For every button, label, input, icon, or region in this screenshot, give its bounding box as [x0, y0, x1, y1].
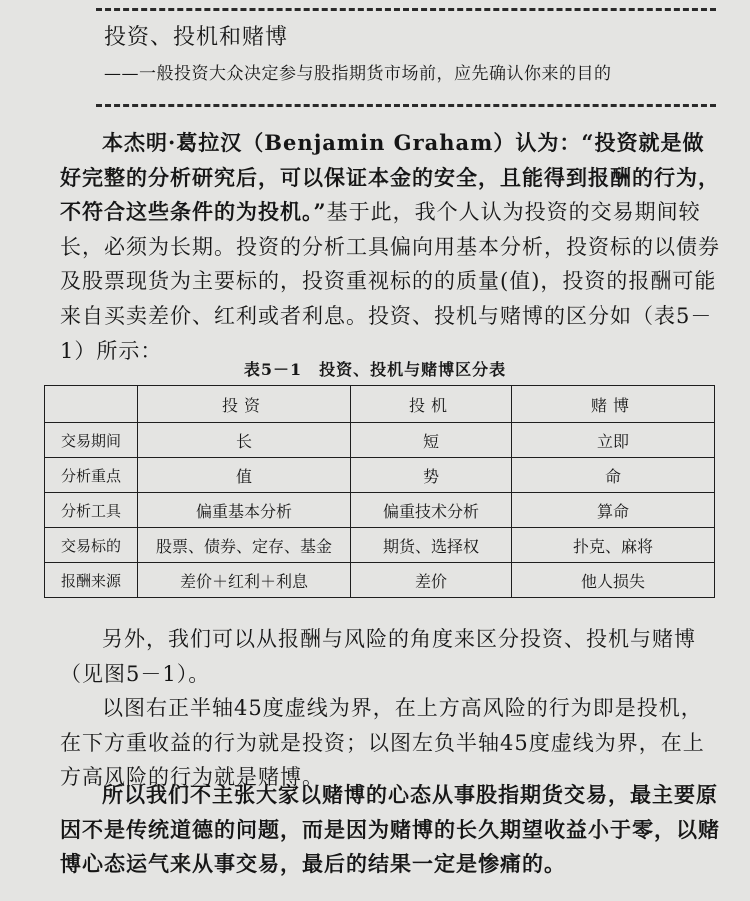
table-cell: 期货、选择权 — [351, 528, 512, 563]
table-header-investment: 投资 — [138, 386, 351, 423]
paragraph-conclusion: 所以我们不主张大家以赌博的心态从事股指期货交易，最主要原因不是传统道德的问题，而是因为赌博的长久期望收益小于零，以赌博心态运气来从事交易，最后的结果一定是惨痛的。 — [60, 782, 720, 877]
table-header-corner — [45, 386, 138, 423]
table-header-speculation: 投机 — [351, 386, 512, 423]
table-cell: 扑克、麻将 — [512, 528, 715, 563]
table-header-gambling: 赌博 — [512, 386, 715, 423]
paragraph-graham-definition — [60, 126, 720, 368]
table-cell: 差价 — [351, 563, 512, 598]
investment-description: 基于此，我个人认为投资的交易期间较长，必须为长期。投资的分析工具偏向用基本分析，投资标的以债券及股票现货为主要标的，投资重视标的的质量(值)，投资的报酬可能来自买卖差价、红利或者利息。投资、投机与赌博的区分如（表5－1）所示： — [60, 200, 720, 363]
table-cell: 算命 — [512, 493, 715, 528]
table-header-row — [45, 386, 715, 423]
table-row — [45, 423, 715, 458]
row-label: 交易标的 — [45, 528, 138, 563]
row-label: 报酬来源 — [45, 563, 138, 598]
section-bottom-dashed-rule — [96, 104, 716, 107]
paragraph-axis-explanation: 以图右正半轴45度虚线为界，在上方高风险的行为即是投机，在下方重收益的行为就是投资；以图左负半轴45度虚线为界，在上方高风险的行为就是赌博。 — [60, 696, 705, 790]
table-cell: 短 — [351, 423, 512, 458]
paragraph-risk-reward: 另外，我们可以从报酬与风险的角度来区分投资、投机与赌博（见图5－1）。 — [60, 627, 696, 686]
table-cell: 值 — [138, 458, 351, 493]
section-top-dashed-rule — [96, 8, 716, 11]
table-row — [45, 493, 715, 528]
table-cell: 命 — [512, 458, 715, 493]
table-row — [45, 528, 715, 563]
table-cell: 长 — [138, 423, 351, 458]
table-cell: 差价＋红利＋利息 — [138, 563, 351, 598]
table-row — [45, 563, 715, 598]
row-label: 交易期间 — [45, 423, 138, 458]
table-cell: 立即 — [512, 423, 715, 458]
table-cell: 他人损失 — [512, 563, 715, 598]
table-caption: 表5－1 投资、投机与赌博区分表 — [243, 360, 507, 379]
table-cell: 偏重基本分析 — [138, 493, 351, 528]
table-cell: 势 — [351, 458, 512, 493]
graham-quote-bold: 本杰明·葛拉汉（Benjamin Graham）认为：“投资就是做好完整的分析研究后，可以保证本金的安全，且能得到报酬的行为，不符合这些条件的为投机。” — [60, 130, 720, 225]
section-epigraph: ——一般投资大众决定参与股指期货市场前，应先确认你来的目的 — [104, 64, 612, 84]
table-cell: 偏重技术分析 — [351, 493, 512, 528]
section-title: 投资、投机和赌博 — [104, 25, 289, 50]
table-row — [45, 458, 715, 493]
comparison-table — [44, 385, 715, 598]
table-cell: 股票、债券、定存、基金 — [138, 528, 351, 563]
row-label: 分析重点 — [45, 458, 138, 493]
row-label: 分析工具 — [45, 493, 138, 528]
